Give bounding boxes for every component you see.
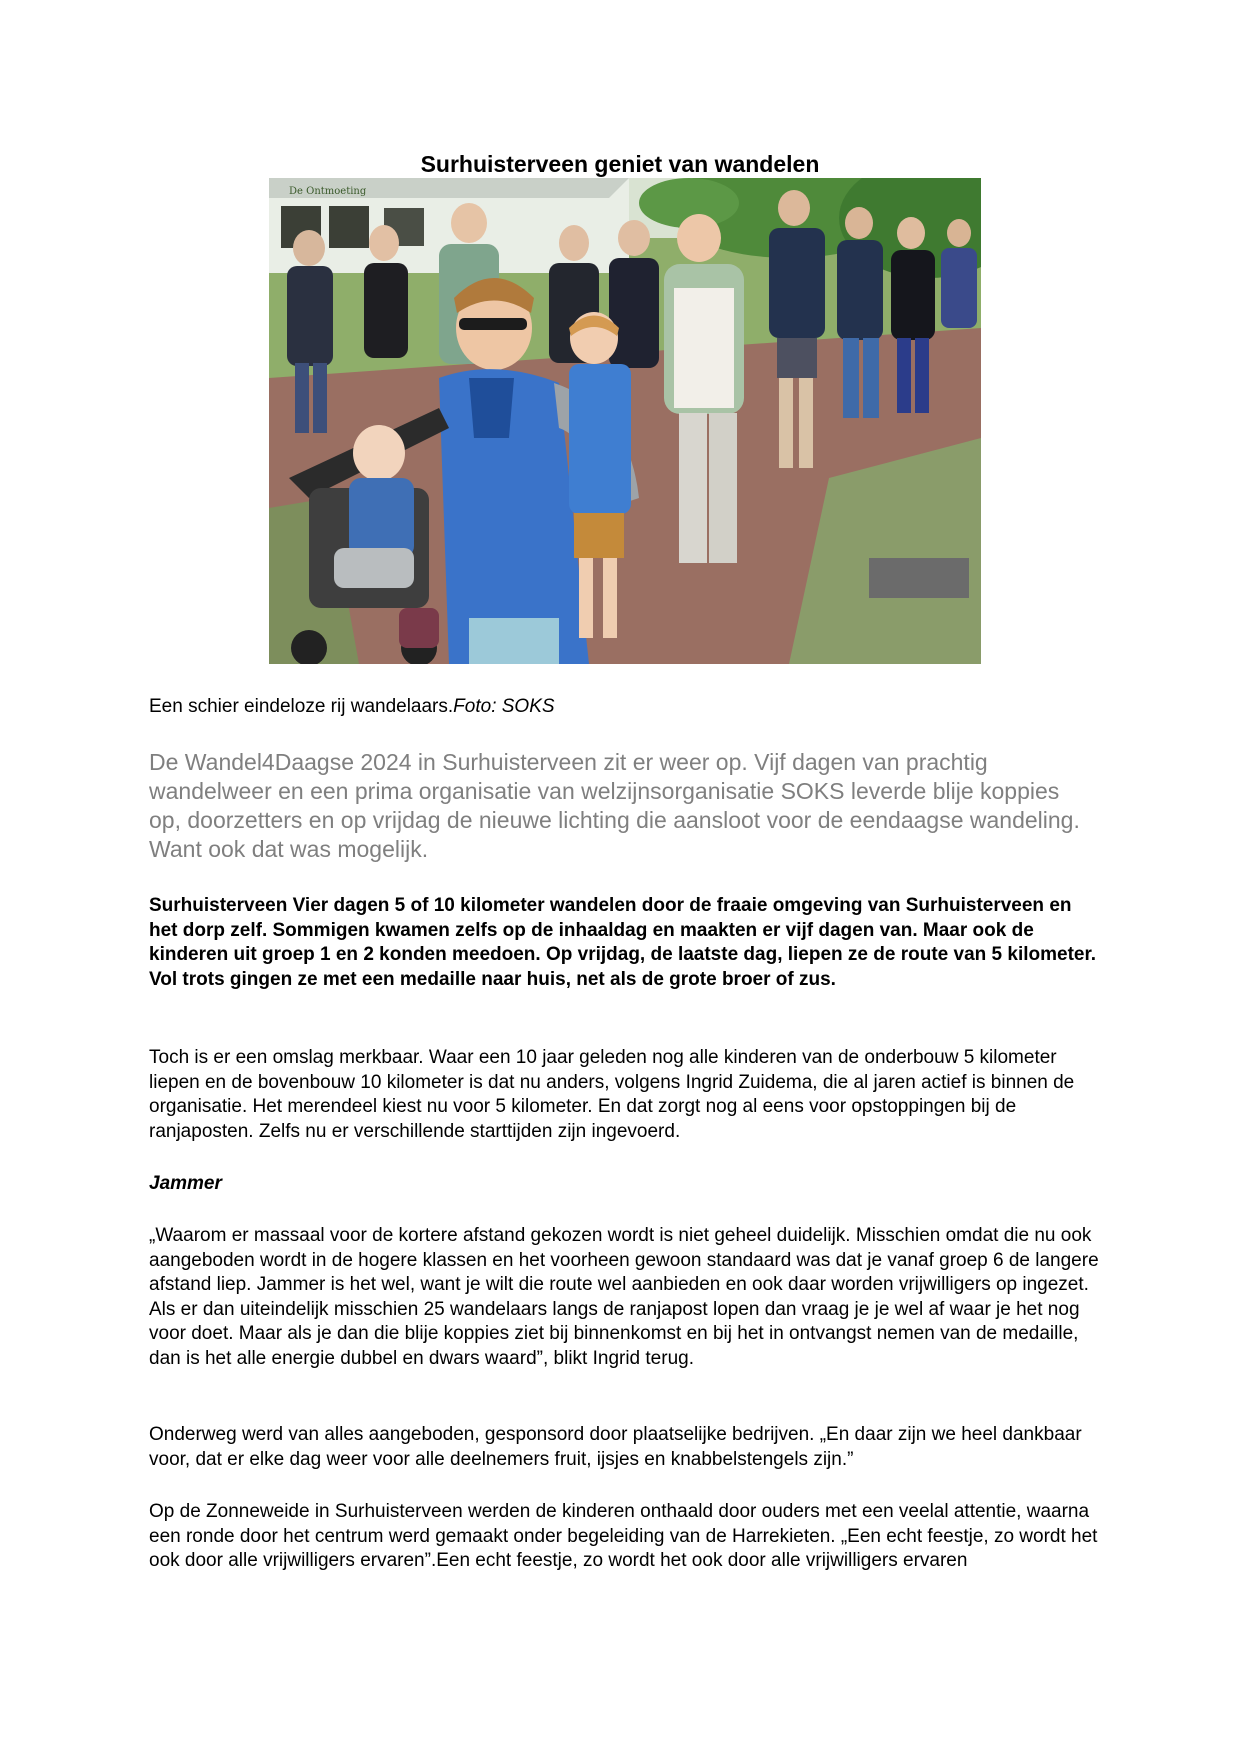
photo-caption [149,695,555,719]
caption-credit: Foto: SOKS [453,696,555,717]
article-intro: De Wandel4Daagse 2024 in Surhuisterveen zit er weer op. Vijf dagen van prachtig wandelweer en een prima organisatie van welzijnsorganisatie SOKS leverde blije koppies op, doorzetters en op vrijdag de nieuwe lichting die aansloot voor de eendaagse wandeling. Want ook dat was mogelijk. [149,749,1080,862]
subheading: Jammer [149,1173,222,1194]
lead-paragraph: Surhuisterveen Vier dagen 5 of 10 kilometer wandelen door de fraaie omgeving van Surhuisterveen en het dorp zelf. Sommigen kwamen zelfs op de inhaaldag en maakten er vijf dagen van. Maar ook de kinderen uit groep 1 en 2 konden meedoen. Op vrijdag, de laatste dag, liepen ze de route van 5 kilometer. Vol trots gingen ze met een medaille naar huis, net als de grote broer of zus. [149,895,1097,990]
body-paragraph-1: Toch is er een omslag merkbaar. Waar een 10 jaar geleden nog alle kinderen van de onderbouw 5 kilometer liepen en de bovenbouw 10 kilometer is dat nu anders, volgens Ingrid Zuidema, die al jaren actief is binnen de organisatie. Het merendeel kiest nu voor 5 kilometer. En dat zorgt nog al eens voor opstoppingen bij de ranjaposten. Zelfs nu er verschillende starttijden zijn ingevoerd. [149,1047,1075,1142]
body-paragraph-2: „Waarom er massaal voor de kortere afstand gekozen wordt is niet geheel duidelijk. Misschien omdat die nu ook aangeboden wordt in de hogere klassen en het voorheen gewoon standaard was dat je vanaf groep 6 de langere afstand liep. Jammer is het wel, want je wilt die route wel aanbieden en ook daar worden vrijwilligers op ingezet. Als er dan uiteindelijk misschien 25 wandelaars langs de ranjapost lopen dan vraag je je wel af waar je het nog voor doet. Maar als je dan die blije koppies ziet bij binnenkomst en bij het in ontvangst nemen van de medaille, dan is het alle energie dubbel en dwars waard”, blikt Ingrid terug. [149,1225,1099,1369]
body-paragraph-4: Op de Zonneweide in Surhuisterveen werden de kinderen onthaald door ouders met een veelal attentie, waarna een ronde door het centrum werd gemaakt onder begeleiding van de Harrekieten. „Een echt feestje, zo wordt het ook door alle vrijwilligers ervaren”.Een echt feestje, zo wordt het ook door alle vrijwilligers ervaren [149,1501,1098,1571]
body-paragraph-3: Onderweg werd van alles aangeboden, gesponsord door plaatselijke bedrijven. „En daar zijn we heel dankbaar voor, dat er elke dag weer voor alle deelnemers fruit, ijsjes en knabbelstengels zijn.” [149,1424,1082,1470]
article-title: Surhuisterveen geniet van wandelen [420,151,820,177]
building-sign: De Ontmoeting [289,186,367,197]
caption-text: Een schier eindeloze rij wandelaars. [149,696,454,717]
article-photo [269,178,981,664]
